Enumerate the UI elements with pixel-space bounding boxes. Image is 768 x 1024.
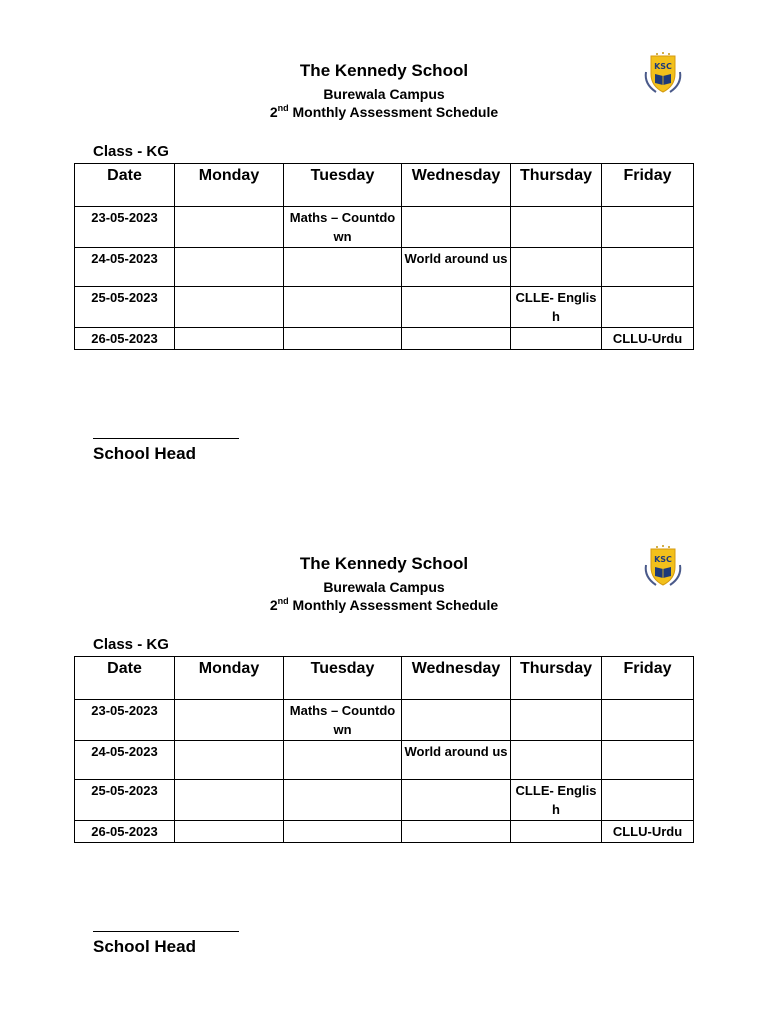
campus-name: Burewala Campus (323, 86, 445, 102)
school-name: The Kennedy School (299, 554, 469, 573)
cell-tuesday: Maths – Countdown (284, 700, 402, 741)
school-logo-icon (640, 543, 686, 589)
cell-monday (175, 741, 284, 780)
cell-date: 23-05-2023 (75, 207, 175, 248)
cell-date: 26-05-2023 (75, 821, 175, 843)
cell-wednesday (402, 207, 511, 248)
header-monday: Monday (175, 657, 284, 700)
class-label: Class - KG (93, 636, 169, 653)
cell-date: 25-05-2023 (75, 287, 175, 328)
cell-thursday (511, 328, 602, 350)
table-row (75, 328, 694, 350)
cell-monday (175, 328, 284, 350)
header-wednesday: Wednesday (402, 164, 511, 207)
cell-tuesday (284, 328, 402, 350)
cell-friday (602, 700, 694, 741)
schedule-copy-1 (0, 0, 768, 493)
cell-monday (175, 780, 284, 821)
cell-wednesday (402, 821, 511, 843)
cell-wednesday: World around us (402, 248, 511, 287)
header-friday: Friday (602, 164, 694, 207)
cell-tuesday (284, 248, 402, 287)
schedule-title-ordinal: 2 (269, 597, 278, 613)
cell-tuesday (284, 287, 402, 328)
logo-text: KSC (654, 62, 672, 71)
schedule-title (0, 104, 768, 120)
cell-monday (175, 207, 284, 248)
header-date: Date (75, 657, 175, 700)
table-header-row (75, 657, 694, 700)
cell-date: 26-05-2023 (75, 328, 175, 350)
cell-thursday: CLLE- English (511, 287, 602, 328)
cell-monday (175, 821, 284, 843)
cell-wednesday (402, 287, 511, 328)
cell-thursday: CLLE- English (511, 780, 602, 821)
cell-friday: CLLU-Urdu (602, 821, 694, 843)
cell-date: 24-05-2023 (75, 248, 175, 287)
cell-thursday (511, 741, 602, 780)
schedule-title-rest: Monthly Assessment Schedule (288, 104, 499, 120)
cell-tuesday (284, 780, 402, 821)
cell-tuesday (284, 821, 402, 843)
cell-friday (602, 741, 694, 780)
cell-thursday (511, 700, 602, 741)
table-row (75, 700, 694, 741)
signature-label: School Head (93, 937, 196, 956)
header-date: Date (75, 164, 175, 207)
table-row (75, 741, 694, 780)
header-thursday: Thursday (511, 657, 602, 700)
cell-wednesday (402, 328, 511, 350)
table-row (75, 248, 694, 287)
cell-wednesday (402, 780, 511, 821)
cell-date: 24-05-2023 (75, 741, 175, 780)
schedule-title-suffix: nd (277, 103, 289, 113)
cell-monday (175, 248, 284, 287)
schedule-copy-2 (0, 493, 768, 986)
signature-line (93, 438, 239, 439)
schedule-title-suffix: nd (277, 596, 289, 606)
cell-wednesday (402, 700, 511, 741)
table-row (75, 207, 694, 248)
cell-date: 25-05-2023 (75, 780, 175, 821)
header-wednesday: Wednesday (402, 657, 511, 700)
logo-text: KSC (654, 555, 672, 564)
cell-monday (175, 287, 284, 328)
cell-friday: CLLU-Urdu (602, 328, 694, 350)
cell-date: 23-05-2023 (75, 700, 175, 741)
header-monday: Monday (175, 164, 284, 207)
cell-friday (602, 207, 694, 248)
header-thursday: Thursday (511, 164, 602, 207)
cell-thursday (511, 821, 602, 843)
cell-thursday (511, 207, 602, 248)
school-logo-icon (640, 50, 686, 96)
assessment-schedule-table (74, 163, 694, 350)
class-label: Class - KG (93, 143, 169, 160)
cell-tuesday: Maths – Countdown (284, 207, 402, 248)
cell-wednesday: World around us (402, 741, 511, 780)
table-header-row (75, 164, 694, 207)
header-tuesday: Tuesday (284, 164, 402, 207)
schedule-title-rest: Monthly Assessment Schedule (288, 597, 499, 613)
signature-line (93, 931, 239, 932)
cell-friday (602, 287, 694, 328)
cell-friday (602, 780, 694, 821)
table-row (75, 780, 694, 821)
campus-name: Burewala Campus (323, 579, 445, 595)
schedule-title-ordinal: 2 (269, 104, 278, 120)
signature-label: School Head (93, 444, 196, 463)
schedule-title (0, 597, 768, 613)
cell-thursday (511, 248, 602, 287)
header-tuesday: Tuesday (284, 657, 402, 700)
assessment-schedule-table (74, 656, 694, 843)
header-friday: Friday (602, 657, 694, 700)
table-row (75, 287, 694, 328)
table-row (75, 821, 694, 843)
school-name: The Kennedy School (299, 61, 469, 80)
cell-friday (602, 248, 694, 287)
cell-monday (175, 700, 284, 741)
cell-tuesday (284, 741, 402, 780)
